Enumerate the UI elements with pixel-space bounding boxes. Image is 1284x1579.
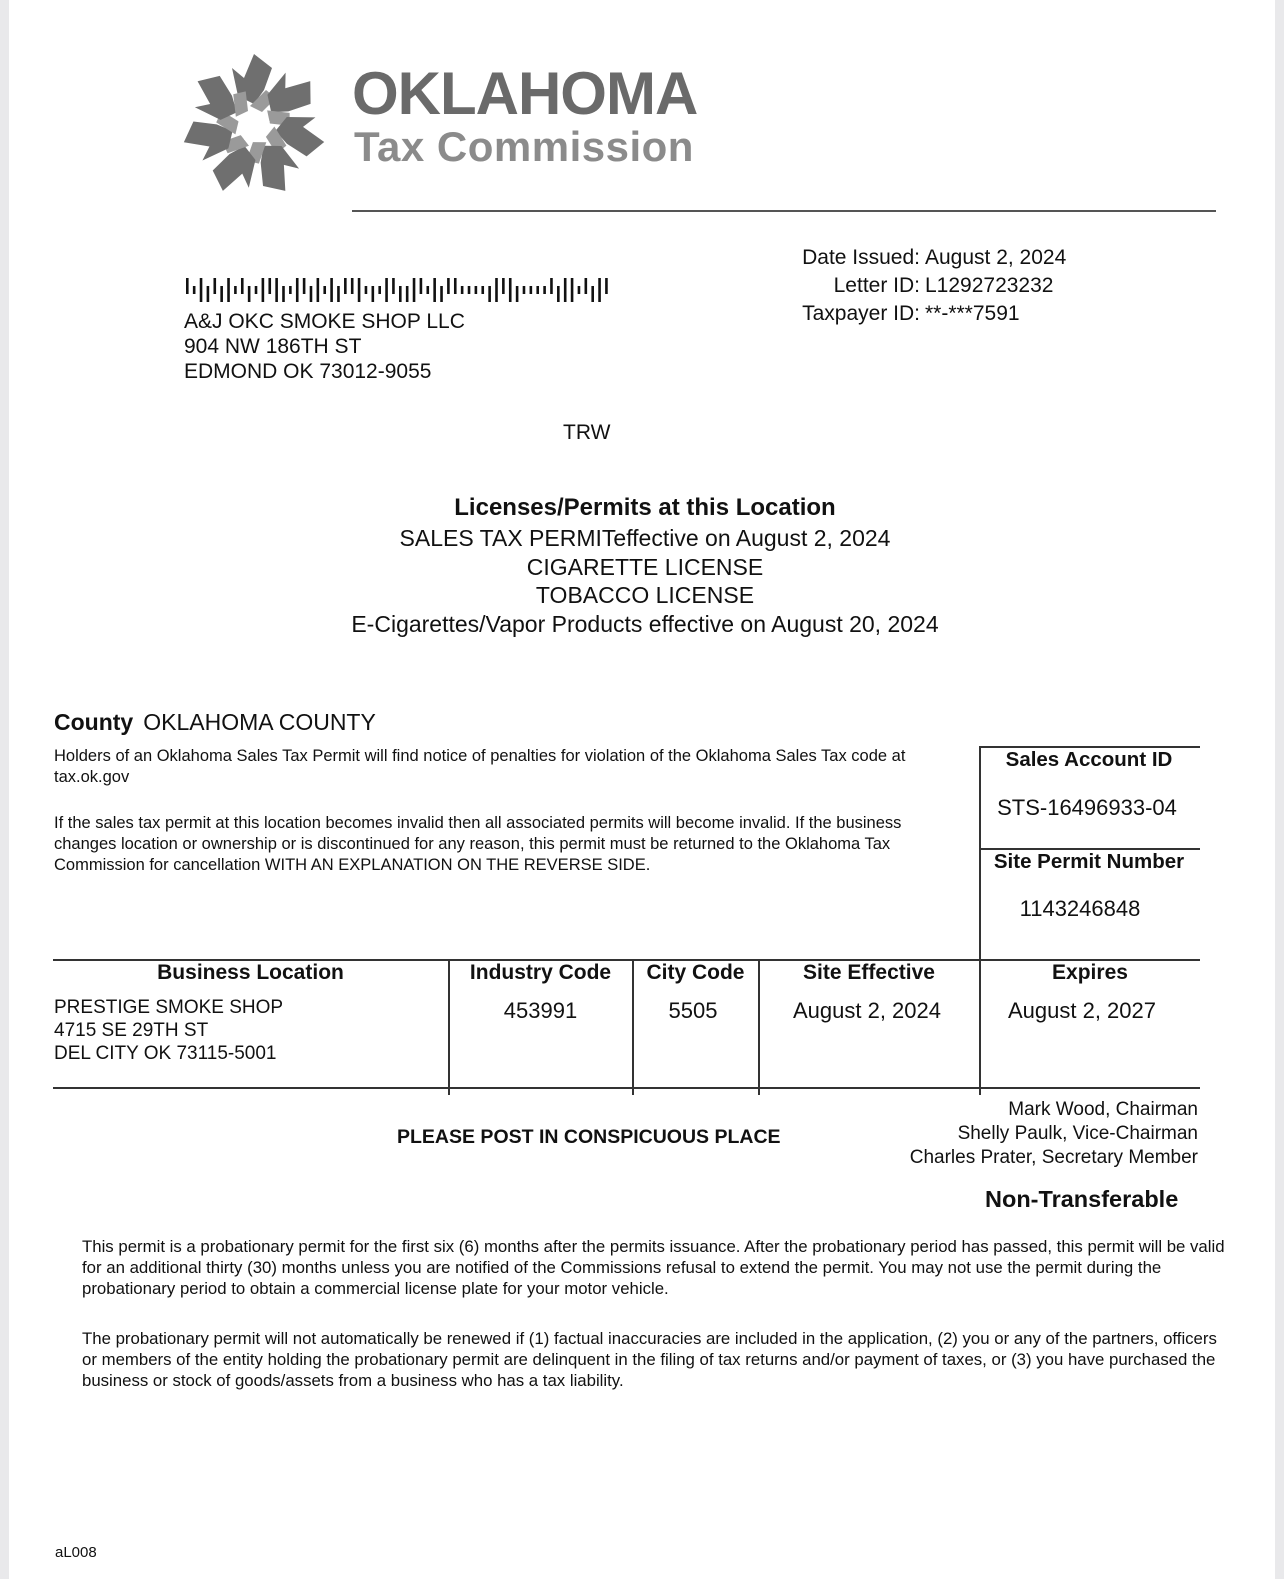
site-permit-label: Site Permit Number <box>993 850 1185 873</box>
mailing-city-state-zip: EDMOND OK 73012-9055 <box>184 360 432 383</box>
issue-info <box>780 244 1066 328</box>
commissioner: Charles Prater, Secretary Member <box>909 1147 1198 1168</box>
header-business-location: Business Location <box>157 961 344 984</box>
org-name-line2: Tax Commission <box>354 123 694 170</box>
mailing-street: 904 NW 186TH ST <box>184 335 362 358</box>
taxpayer-id-row <box>780 300 1066 328</box>
letter-id-label: Letter ID: <box>833 274 920 297</box>
mailing-address <box>184 309 465 384</box>
table-bottom-rule <box>53 1087 1200 1089</box>
routing-code: TRW <box>563 421 611 444</box>
header-expires: Expires <box>1052 961 1128 984</box>
industry-code-value: 453991 <box>503 998 578 1023</box>
header-city-code: City Code <box>646 961 745 984</box>
license-item: E-Cigarettes/Vapor Products effective on August 20, 2024 <box>351 610 939 637</box>
letter-id-value: L1292723232 <box>925 274 1054 297</box>
non-transferable-label: Non-Transferable <box>985 1186 1179 1212</box>
sales-account-id: STS-16496933-04 <box>997 795 1177 820</box>
sales-account-label: Sales Account ID <box>1005 748 1173 771</box>
page-edge-right <box>1275 0 1284 1579</box>
location-city: DEL CITY OK 73115-5001 <box>54 1043 277 1064</box>
post-notice: PLEASE POST IN CONSPICUOUS PLACE <box>397 1126 781 1148</box>
expires-value: August 2, 2027 <box>1007 998 1156 1023</box>
license-item: SALES TAX PERMITeffective on August 2, 2024 <box>399 525 891 551</box>
license-item: CIGARETTE LICENSE <box>526 553 764 580</box>
page-edge-left <box>0 0 9 1579</box>
header-industry-code: Industry Code <box>469 961 612 984</box>
mailing-name: A&J OKC SMOKE SHOP LLC <box>184 310 465 333</box>
commissioner: Shelly Paulk, Vice-Chairman <box>957 1123 1198 1144</box>
licenses-block <box>0 492 1284 638</box>
probation-paragraph-1: This permit is a probationary permit for the first six (6) months after the permits issuance. After the probationary period has passed, this permit will be valid for an additional thirty (30) months unless you are notified of the Commissions refusal to extend the permit. You may not use the permit during the probationary period to obtain a commercial license plate for your motor vehicle. <box>82 1237 1225 1298</box>
license-item: TOBACCO LICENSE <box>535 582 755 608</box>
date-issued-label: Date Issued: <box>802 246 920 269</box>
header-divider <box>352 210 1216 212</box>
county <box>54 709 376 736</box>
invalidation-notice: If the sales tax permit at this location becomes invalid then all associated permits will become invalid. If the business changes location or ownership or is discontinued for any reason, this permit must be returned to the Oklahoma Tax Commission for cancellation WITH AN EXPLANATION ON THE REVERSE SIDE. <box>54 814 902 874</box>
penalties-notice: Holders of an Oklahoma Sales Tax Permit will find notice of penalties for violation of the Oklahoma Sales Tax code at tax.ok.gov <box>54 747 906 786</box>
star-burst-logo-icon <box>180 52 328 200</box>
date-issued-value: August 2, 2024 <box>925 246 1067 269</box>
taxpayer-id-label: Taxpayer ID: <box>802 302 920 325</box>
city-code-value: 5505 <box>668 998 718 1023</box>
commissioners-list <box>860 1098 1198 1170</box>
location-street: 4715 SE 29TH ST <box>54 1020 209 1041</box>
letter-id-row <box>780 272 1066 300</box>
county-label: County <box>54 709 134 735</box>
postal-barcode <box>186 278 612 302</box>
taxpayer-id-value: **-***7591 <box>925 302 1020 325</box>
header-site-effective: Site Effective <box>803 961 935 984</box>
licenses-title: Licenses/Permits at this Location <box>454 494 836 521</box>
county-value: OKLAHOMA COUNTY <box>143 709 376 735</box>
site-effective-value: August 2, 2024 <box>792 998 941 1023</box>
commissioner: Mark Wood, Chairman <box>1008 1099 1198 1120</box>
org-name-line1: OKLAHOMA <box>352 60 698 127</box>
form-code: aL008 <box>55 1544 97 1561</box>
probation-paragraph-2: The probationary permit will not automatically be renewed if (1) factual inaccuracies are included in the application, (2) you or any of the partners, officers or members of the entity holding the probationary permit are delinquent in the filing of tax returns and/or payment of taxes, or (3) you have purchased the business or stock of goods/assets from a business who has a tax liability. <box>82 1329 1217 1390</box>
date-issued-row <box>780 244 1066 272</box>
business-location-address <box>54 996 283 1065</box>
site-permit-number: 1143246848 <box>1019 896 1141 921</box>
location-name: PRESTIGE SMOKE SHOP <box>54 997 284 1018</box>
